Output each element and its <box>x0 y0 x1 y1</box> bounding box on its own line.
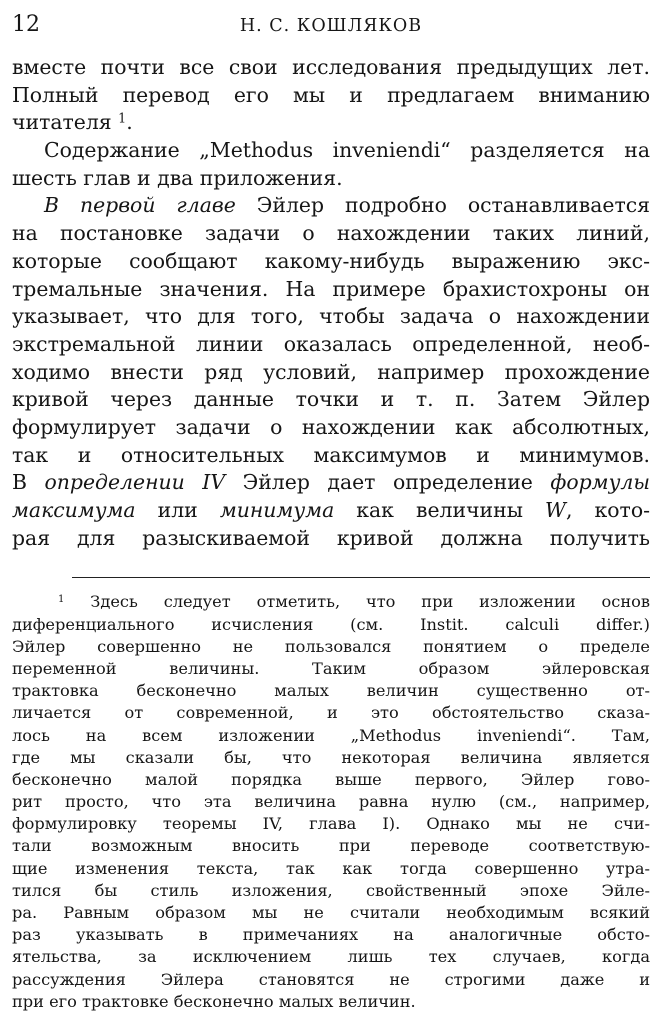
book-page <box>12 10 650 1014</box>
text-line: Содержание „Methodus inveniendi“ разделяется на <box>44 138 650 163</box>
footnote-line: щие изменения текста, так как тогда совершенно утра- <box>12 858 650 878</box>
footnote-line: диференциального исчисления (см. Instit. calculi differ.) <box>12 614 650 634</box>
footnote-line: при его трактовке бесконечно малых величин. <box>12 991 416 1011</box>
text-line <box>12 192 650 220</box>
text-line <box>12 469 650 497</box>
footnote-line: бесконечно малой порядка выше первого, Эйлер гово- <box>12 769 650 789</box>
italic-symbol: W <box>545 498 566 522</box>
footnote-line: переменной величины. Таким образом эйлеровская <box>12 658 650 678</box>
footnote-line: раз указывать в примечаниях на аналогичные обсто- <box>12 925 650 945</box>
text-line: на постановке задачи о нахождении таких линий, <box>12 221 650 246</box>
footnote <box>12 591 650 1013</box>
footnote-line: лось на всем изложении „Methodus inveniendi“. Там, <box>12 725 650 745</box>
text-line: указывает, что для того, чтобы задача о нахождении <box>12 304 650 329</box>
running-head: Н. С. КОШЛЯКОВ <box>239 16 423 36</box>
text-fragment: Эйлер подробно останавливается <box>235 193 650 218</box>
footnote-line: ра. Равным образом мы не считали необходимым всякий <box>12 903 650 922</box>
text-line: кривой через данные точки и т. п. Затем Эйлер <box>12 387 650 412</box>
text-fragment: , кото- <box>565 498 650 522</box>
footnote-line: трактовка бесконечно малых величин существенно от- <box>12 681 650 701</box>
footnote-ref: 1 <box>118 111 127 127</box>
italic-phrase: максимума <box>12 498 136 522</box>
italic-phrase: минимума <box>219 498 335 522</box>
text-fragment: читателя <box>12 110 112 135</box>
text-line: читателя $^1$. <box>12 110 133 135</box>
text-line: формулирует задачи о нахождении как абсолютных, <box>12 414 650 439</box>
text-fragment: Эйлер дает определение <box>225 470 551 495</box>
text-fragment: В <box>12 470 45 495</box>
text-line: шесть глав и два приложения. <box>12 165 343 190</box>
italic-phrase: определении IV <box>44 470 226 495</box>
italic-phrase: формулы <box>550 470 650 495</box>
footnote-line: рассуждения Эйлера становятся не строгими даже и <box>12 969 650 989</box>
page-number: 12 <box>12 12 40 37</box>
text-line: Полный перевод его мы и предлагаем вниманию <box>12 82 650 107</box>
footnote-divider <box>72 577 650 578</box>
footnote-line: личается от современной, и это обстоятельство сказа- <box>12 703 650 723</box>
footnote-marker: 1 <box>58 594 65 606</box>
text-line: которые сообщают какому-нибудь выражению экс- <box>12 248 650 273</box>
page-header <box>12 10 650 54</box>
footnote-line: ятельства, за исключением лишь тех случаев, когда <box>12 947 650 967</box>
text-fragment: как величины <box>334 498 546 522</box>
text-line: ходимо внести ряд условий, например прохождение <box>12 359 650 384</box>
footnote-line <box>12 591 650 613</box>
text-line: так и относительных максимумов и минимумов. <box>12 442 650 467</box>
footnote-line: тали возможным вносить при переводе соответствую- <box>12 836 650 856</box>
footnote-line: где мы сказали бы, что некоторая величина является <box>12 747 650 767</box>
text-fragment: Здесь следует отметить, что при изложении основ <box>90 592 650 612</box>
text-line: тремальные значения. На примере брахистохроны он <box>12 276 650 301</box>
main-text <box>12 54 650 552</box>
text-line: вместе почти все свои исследования предыдущих лет. <box>12 55 650 79</box>
text-line: рая для разыскиваемой кривой должна получить <box>12 525 650 550</box>
text-line <box>12 497 650 525</box>
italic-phrase: В первой главе <box>44 193 236 218</box>
text-line: экстремальной линии оказалась определенной, необ- <box>12 331 650 356</box>
footnote-line: рит просто, что эта величина равна нулю (см., например, <box>12 792 650 812</box>
footnote-line: Эйлер совершенно не пользовался понятием о пределе <box>12 636 650 656</box>
footnote-line: тился бы стиль изложения, свойственный эпохе Эйле- <box>12 880 650 900</box>
footnote-line: формулировку теоремы IV, глава I). Однако мы не счи- <box>12 814 650 834</box>
text-fragment: или <box>135 498 220 522</box>
